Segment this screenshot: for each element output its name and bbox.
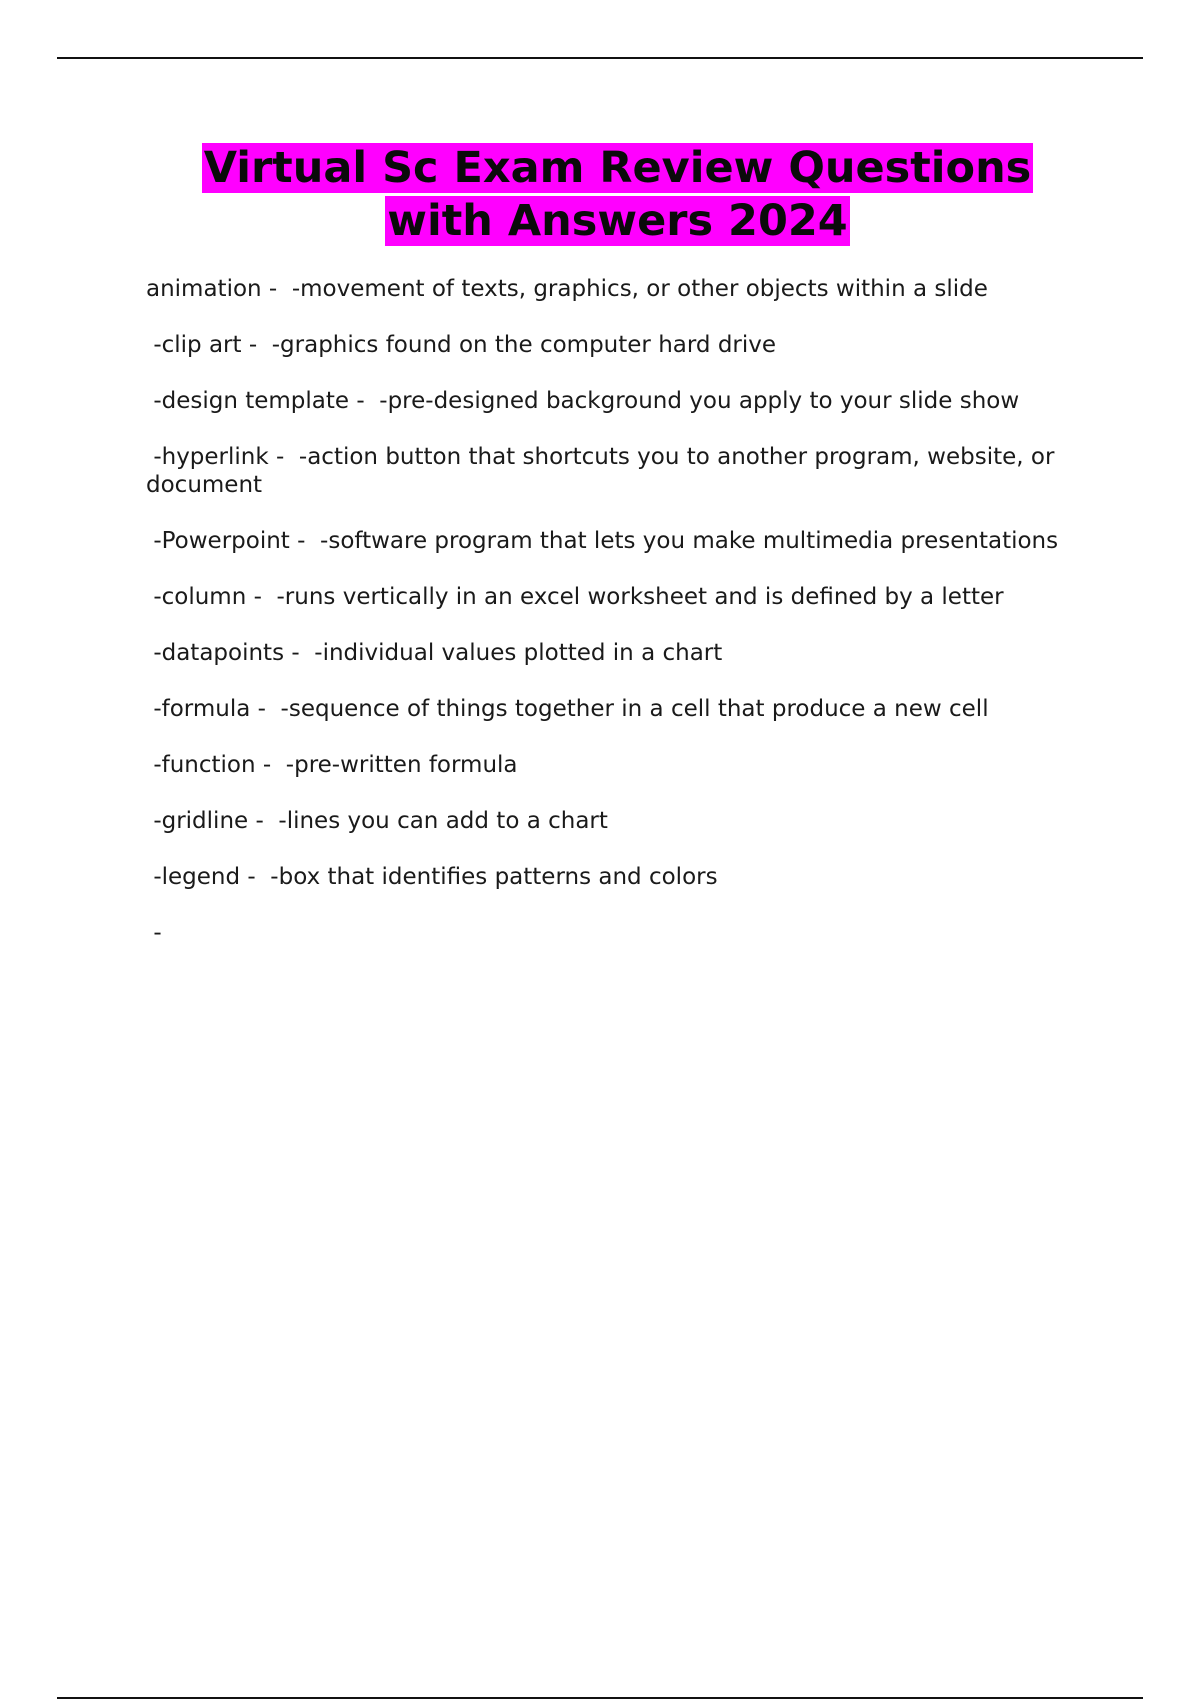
qa-entry-design-template: -design template - -pre-designed background you apply to your slide show [146, 388, 1020, 414]
bottom-rule [57, 1697, 1143, 1699]
title-line-2: with Answers 2024 [387, 196, 848, 246]
top-rule [57, 57, 1143, 59]
qa-entry-function: -function - -pre-written formula [146, 752, 518, 778]
qa-entry-trailing-dash: - [146, 920, 162, 946]
qa-entry-legend: -legend - -box that identifies patterns and colors [146, 864, 718, 890]
document-title [120, 142, 1115, 248]
qa-entry-column: -column - -runs vertically in an excel worksheet and is defined by a letter [146, 584, 1004, 610]
qa-entry-datapoints: -datapoints - -individual values plotted in a chart [146, 640, 723, 666]
qa-list [146, 275, 1076, 975]
qa-entry-animation: animation - -movement of texts, graphics, or other objects within a slide [146, 276, 988, 302]
qa-entry-gridline: -gridline - -lines you can add to a chart [146, 808, 608, 834]
qa-entry-powerpoint: -Powerpoint - -software program that lets you make multimedia presentations [146, 528, 1059, 554]
qa-entry-hyperlink: -hyperlink - -action button that shortcuts you to another program, website, or document [146, 444, 1062, 498]
title-line-1: Virtual Sc Exam Review Questions [203, 143, 1032, 193]
qa-entry-formula: -formula - -sequence of things together in a cell that produce a new cell [146, 696, 989, 722]
qa-entry-clip-art: -clip art - -graphics found on the computer hard drive [146, 332, 777, 358]
